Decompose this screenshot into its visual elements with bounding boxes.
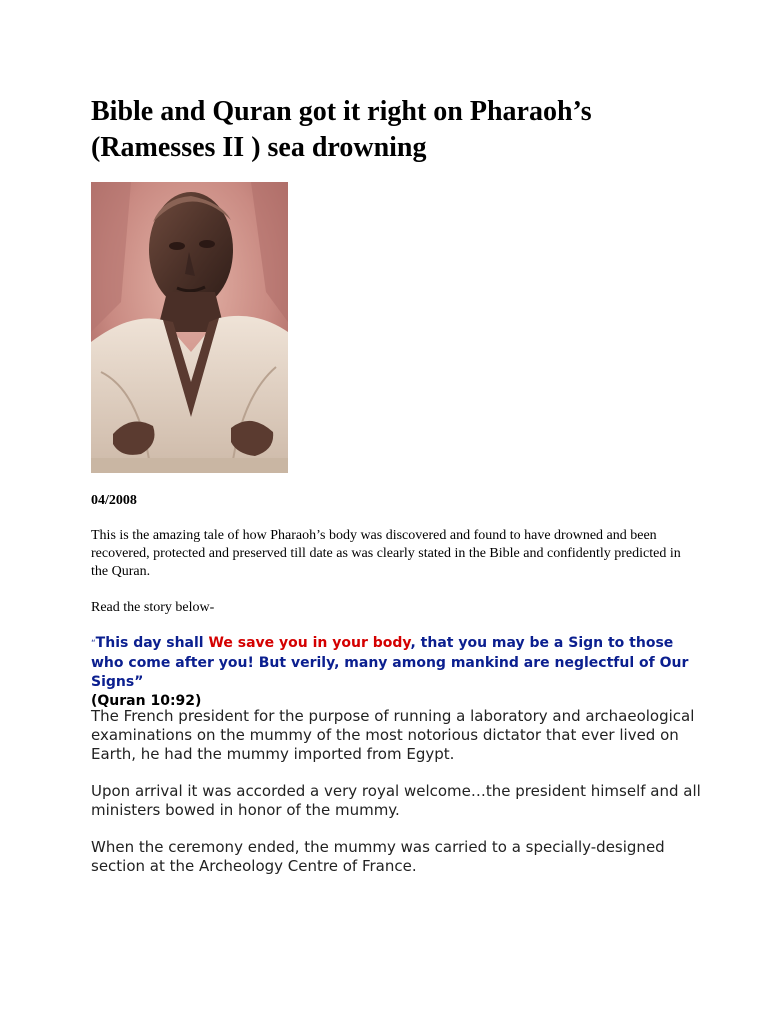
body-paragraph: When the ceremony ended, the mummy was carried to a specially-designed section at the Archeology Centre of France. (91, 838, 665, 875)
quote-highlight: We save you in your body (208, 635, 411, 651)
body-paragraph: The French president for the purpose of running a laboratory and archaeological examinations on the mummy of the most notorious dictator that ever lived on Earth, he had the mummy imported from Egypt. (91, 707, 695, 763)
body-paragraph: Upon arrival it was accorded a very royal welcome…the president himself and all ministers bowed in honor of the mummy. (91, 782, 701, 819)
quote-close-mark: ” (134, 674, 144, 690)
read-story-label: Read the story below- (91, 600, 215, 615)
mummy-photo (91, 182, 288, 473)
publication-date: 04/2008 (91, 493, 137, 508)
quote-reference: (Quran 10:92) (91, 693, 202, 709)
article-title: Bible and Quran got it right on Pharaoh’s (Ramesses II ) sea drowning (91, 96, 592, 163)
quote-open-mark: “ (91, 639, 96, 649)
quote-text-start: This day shall (95, 635, 209, 651)
quote-text-end: , that you may be a Sign to those who come after you! But verily, many among mankind are neglectful of Our Signs (91, 635, 689, 690)
quran-quote (91, 634, 691, 711)
intro-paragraph: This is the amazing tale of how Pharaoh’s body was discovered and found to have drowned and been recovered, protected and preserved till date as was clearly stated in the Bible and confidently predicted in the Quran. (91, 528, 681, 579)
